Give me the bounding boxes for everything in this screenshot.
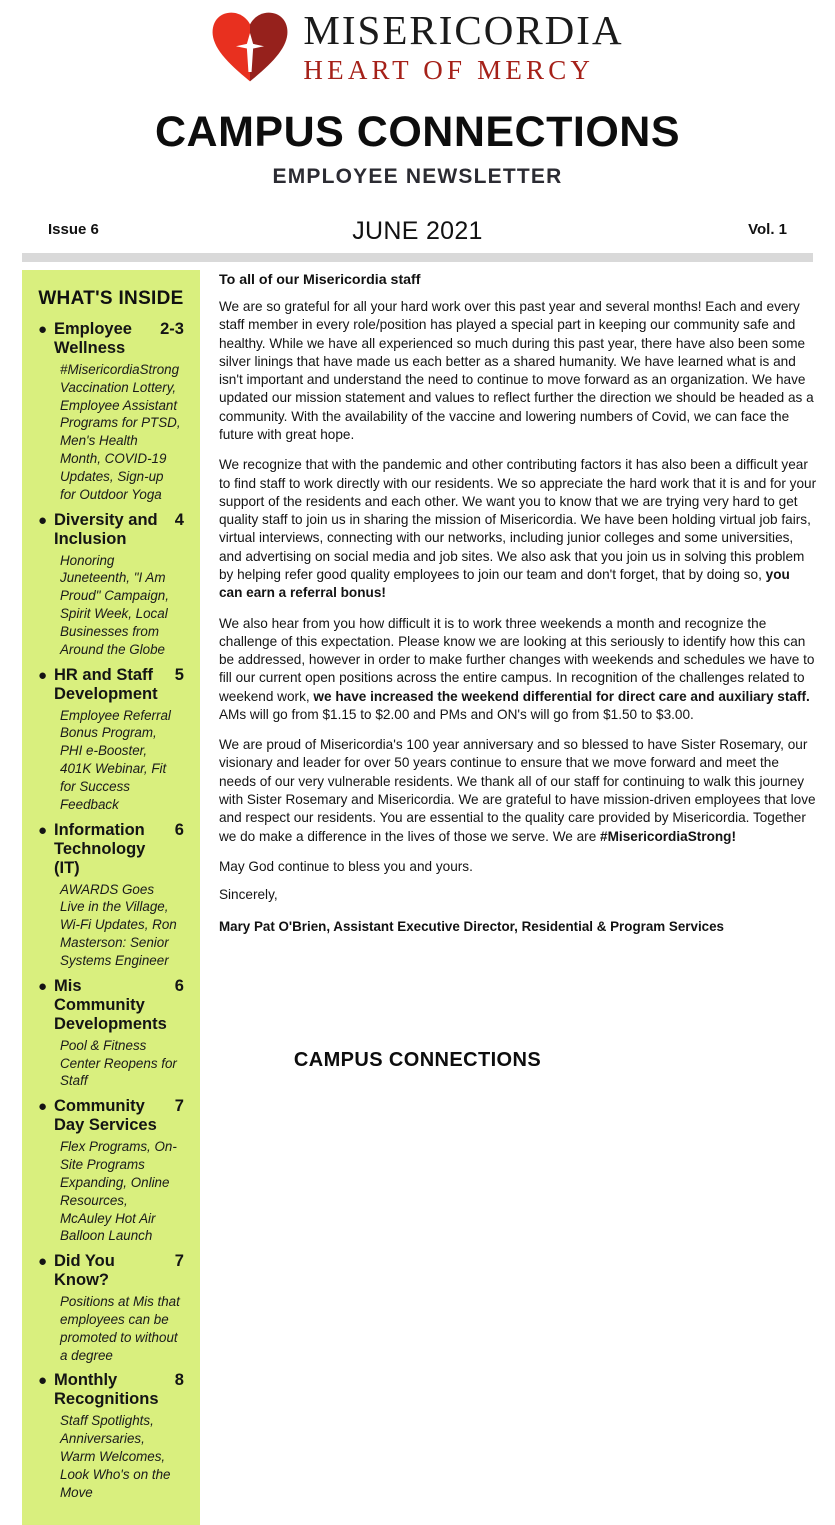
whats-inside-sidebar (22, 270, 200, 1525)
toc-page-number: 6 (174, 820, 184, 839)
toc-entry-header (34, 1252, 188, 1290)
bullet-icon: ● (38, 821, 48, 839)
paragraph-3-emphasis: we have increased the weekend differential for direct care and auxiliary staff. (313, 688, 810, 704)
bullet-icon: ● (38, 511, 48, 529)
toc-description: #MisericordiaStrong Vaccination Lottery, Employee Assistant Programs for PTSD, Men's Health Month, COVID-19 Updates, Sign-up for Outdoor Yoga (60, 362, 181, 502)
toc-title: Community Day Services (54, 1097, 157, 1135)
issue-date: JUNE 2021 (352, 217, 483, 245)
paragraph-3-text: We also hear from you how difficult it is to work three weekends a month and recognize the challenge of this expectation. Please know we are looking at this seriously to identify how this can be addressed, however in order to make further changes with weekends and schedules we have to fill our current open positions across the entire campus. In recognition of the challenges related to weekend work, (218, 615, 815, 704)
toc-entry-header (34, 666, 188, 704)
letter-body (219, 270, 817, 936)
issue-bar (0, 217, 835, 247)
brand-wordmark (303, 7, 624, 85)
toc-entry-employee-wellness[interactable] (34, 320, 188, 504)
toc-entry-header (34, 1371, 188, 1409)
paragraph-2-emphasis: you can earn a referral bonus! (218, 566, 790, 601)
letter-signature: Mary Pat O'Brien, Assistant Executive Director, Residential & Program Services (218, 919, 725, 935)
toc-page-number: 6 (174, 976, 184, 995)
toc-page-number: 4 (174, 510, 184, 529)
paragraph-3-text-tail: AMs will go from $1.15 to $2.00 and PMs and ON's will go from $1.50 to $3.00. (218, 706, 694, 722)
toc-entry-did-you-know[interactable] (34, 1252, 188, 1364)
bullet-icon: ● (38, 1372, 48, 1390)
toc-entry-header (34, 320, 188, 358)
toc-description: Positions at Mis that employees can be promoted to without a degree (60, 1294, 180, 1363)
issue-number: Issue 6 (48, 221, 99, 238)
toc-description: Employee Referral Bonus Program, PHI e-Booster, 401K Webinar, Fit for Success Feedback (60, 707, 171, 812)
toc-title: Employee Wellness (54, 320, 132, 357)
toc-entry-community-day-services[interactable] (34, 1097, 188, 1245)
toc-title: Diversity and Inclusion (54, 510, 158, 548)
toc-page-number: 7 (174, 1097, 184, 1116)
paragraph-4-emphasis: #MisericordiaStrong! (600, 828, 737, 844)
toc-page-number: 8 (174, 1371, 184, 1390)
toc-description: Staff Spotlights, Anniversaries, Warm Welcomes, Look Who's on the Move (60, 1413, 171, 1500)
brand-logo (211, 7, 624, 85)
toc-title: Information Technology (IT) (54, 820, 146, 877)
toc-entry-hr-and-staff-development[interactable] (34, 666, 188, 814)
bullet-icon: ● (38, 977, 48, 995)
toc-title: HR and Staff Development (54, 665, 158, 703)
toc-description: Flex Programs, On-Site Programs Expanding, Online Resources, McAuley Hot Air Balloon Launch (60, 1139, 177, 1244)
letter-closing: Sincerely, (218, 887, 278, 903)
header-divider (22, 253, 813, 262)
toc-page-number: 7 (174, 1252, 184, 1271)
toc-description: Pool & Fitness Center Reopens for Staff (60, 1037, 177, 1089)
toc-title: Mis Community Developments (54, 976, 167, 1033)
toc-page-number: 5 (174, 665, 184, 684)
letter-paragraph-1: We are so grateful for all your hard work over this past year and several months! Each and every staff member in every role/position has played a special part in keeping our community safe and healthy. While we have all experienced so much during this past year, there have also been some silver linings that have made us each better as a shared humanity. We have learned what is and isn't important and understand the need to continue to move forward as an organization. We have updated our mission statement and values to reflect further the direction we should be headed as a community. With the availability of the vaccine and lowering numbers of Covid, we can face the future with great hope. (218, 299, 814, 442)
letter-paragraph-3 (219, 615, 817, 725)
masthead (0, 0, 835, 84)
volume-number: Vol. 1 (748, 221, 787, 238)
bullet-icon: ● (38, 1253, 48, 1271)
content-area (0, 270, 835, 1525)
bullet-icon: ● (38, 321, 48, 338)
bullet-icon: ● (38, 666, 48, 684)
brand-tagline: HEART OF MERCY (303, 55, 595, 85)
heart-cross-logo-icon (211, 11, 289, 83)
toc-description: Honoring Juneteenth, "I Am Proud" Campaign, Spirit Week, Local Businesses from Around the Globe (60, 552, 169, 657)
letter-blessing: May God continue to bless you and yours. (218, 858, 473, 874)
toc-entry-header (34, 821, 188, 878)
letter-salutation: To all of our Misericordia staff (218, 272, 421, 288)
toc-entry-information-technology[interactable] (34, 821, 188, 970)
sidebar-heading: WHAT'S INSIDE (38, 288, 184, 309)
toc-title: Did You Know? (54, 1252, 115, 1290)
bullet-icon: ● (38, 1098, 48, 1116)
page-footer: CAMPUS CONNECTIONS (293, 1049, 542, 1071)
toc-entry-header (34, 977, 188, 1034)
toc-entry-header (34, 1097, 188, 1135)
toc-entry-header (34, 511, 188, 549)
letter-paragraph-4 (219, 736, 817, 846)
toc-description: AWARDS Goes Live in the Village, Wi-Fi Updates, Ron Masterson: Senior Systems Engineer (60, 881, 177, 968)
page-title: CAMPUS CONNECTIONS (154, 108, 681, 156)
toc-entry-mis-community-developments[interactable] (34, 977, 188, 1090)
paragraph-2-text: We recognize that with the pandemic and other contributing factors it has also been a difficult year to find staff to work directly with our residents. We so appreciate the hard work that it is and for your support of the residents and each other. We want you to know that we are trying very hard to get quality staff to join us in sharing the mission of Misericordia. We have been holding virtual job fairs, virtual interviews, connecting with our networks, including junior colleges and some universities, and advertising on social media and job sites. We also ask that you join us in solving this problem by helping refer good quality employees to join our team and don't forget, that by doing so, (218, 457, 817, 582)
toc-title: Monthly Recognitions (54, 1371, 159, 1409)
toc-entry-diversity-and-inclusion[interactable] (34, 511, 188, 659)
letter-paragraph-2 (219, 456, 817, 602)
toc-entry-monthly-recognitions[interactable] (34, 1371, 188, 1501)
page-subtitle: EMPLOYEE NEWSLETTER (272, 165, 563, 188)
brand-name: MISERICORDIA (303, 7, 624, 53)
paragraph-4-text: We are proud of Misericordia's 100 year anniversary and so blessed to have Sister Rosemary, our visionary and leader for over 50 years continue to ensure that we move forward and meet the needs of our very vulnerable residents. We thank all of our staff for continuing to walk this journey with Sister Rosemary and Misericordia. We are grateful to have mission-driven employees that love and respect our residents. You are essential to the quality care provided by Misericordia. Together we do make a difference in the lives of those we serve. We are (218, 737, 816, 844)
toc-page-number: 2-3 (160, 320, 184, 338)
